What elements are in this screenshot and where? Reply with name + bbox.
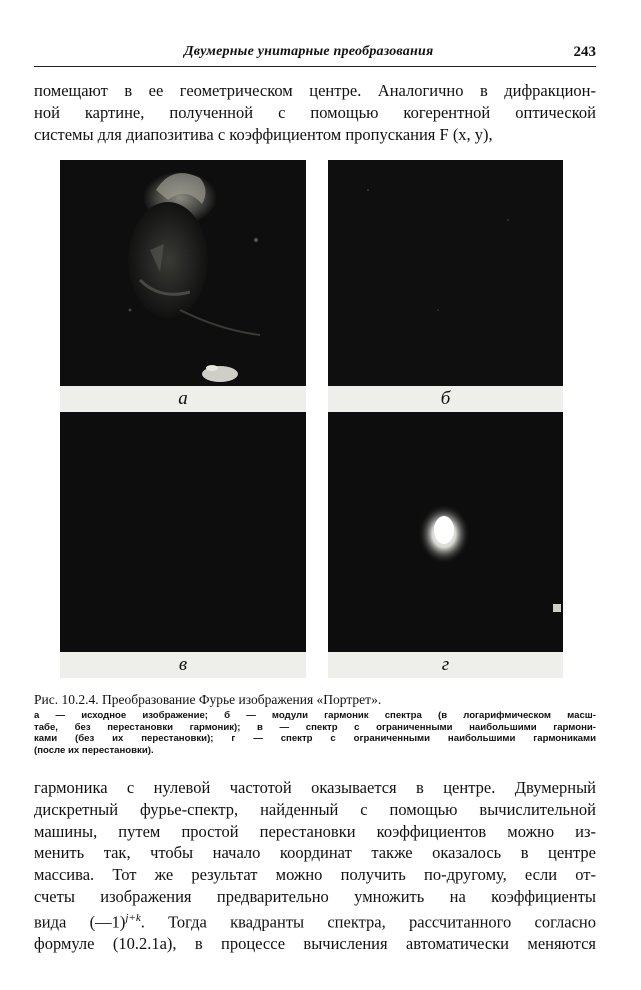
spectrum-log-image bbox=[328, 160, 563, 386]
text-line: дискретный фурье-спектр, найденный с помощью вычислительной bbox=[34, 799, 596, 819]
header-rule bbox=[34, 66, 596, 67]
panel-label-a: а bbox=[178, 388, 188, 409]
panel-spectrum-log bbox=[328, 160, 563, 386]
text-line: системы для диапозитива с коэффициентом пропускания F (x, y), bbox=[34, 124, 493, 144]
caption-line: (после их перестановки). bbox=[34, 744, 154, 756]
figure-caption bbox=[34, 691, 596, 756]
spectrum-shifted-image bbox=[328, 412, 563, 652]
caption-line: табе, без перестановки гармоник); в — спектр с ограниченными наибольшими гармони- bbox=[34, 721, 596, 733]
panel-label-strip bbox=[60, 652, 306, 678]
caption-title: Рис. 10.2.4. Преобразование Фурье изображения «Портрет». bbox=[34, 692, 382, 707]
panel-spectrum-unshifted bbox=[60, 412, 306, 652]
panel-spectrum-shifted bbox=[328, 412, 563, 652]
text-line: машины, путем простой перестановки коэффициентов можно из- bbox=[34, 821, 596, 841]
caption-line: а — исходное изображение; б — модули гармоник спектра (в логарифмическом масш- bbox=[34, 710, 596, 721]
text-line-with-exponent: вида (—1)$^{j+k}$. Тогда квадранты спектра, рассчитанного согласно bbox=[34, 911, 596, 932]
text-line: ной картине, полученной с помощью когерентной оптической bbox=[34, 102, 596, 122]
text-line: гармоника с нулевой частотой оказывается в центре. Двумерный bbox=[34, 778, 596, 797]
portrait-image bbox=[60, 160, 306, 386]
panel-label-strip bbox=[328, 386, 563, 412]
caption-line: ками (без их перестановки); г — спектр с ограниченными наибольшими гармониками bbox=[34, 733, 596, 744]
text-line: помещают в ее геометрическом центре. Аналогично в дифракцион- bbox=[34, 81, 596, 100]
panel-label-strip bbox=[328, 652, 563, 678]
panel-label-d: г bbox=[441, 654, 450, 675]
text-line: менить так, чтобы начало координат также оказалось в центре bbox=[34, 843, 596, 863]
text-line: массива. Тот же результат можно получить по-другому, если от- bbox=[34, 865, 596, 885]
spectrum-unshifted-image bbox=[60, 412, 306, 652]
caption-body bbox=[34, 710, 596, 756]
page-number: 243 bbox=[573, 44, 596, 60]
paragraph-top bbox=[34, 80, 596, 145]
exponent: j+k bbox=[125, 911, 141, 924]
panel-label-c: в bbox=[178, 654, 188, 675]
figure-divider bbox=[306, 160, 328, 678]
panel-original-image bbox=[60, 160, 306, 386]
panel-label-b: б bbox=[440, 388, 451, 409]
running-title: Двумерные унитарные преобразования bbox=[184, 44, 434, 59]
panel-label-strip bbox=[60, 386, 306, 412]
paragraph-bottom bbox=[34, 777, 596, 955]
figure-fourier-portrait bbox=[60, 160, 563, 678]
text-line: счеты изображения предварительно умножить на коэффициенты bbox=[34, 886, 596, 906]
page-header bbox=[34, 44, 596, 64]
text-line: формуле (10.2.1a), в процессе вычисления автоматически меняются bbox=[34, 934, 596, 954]
